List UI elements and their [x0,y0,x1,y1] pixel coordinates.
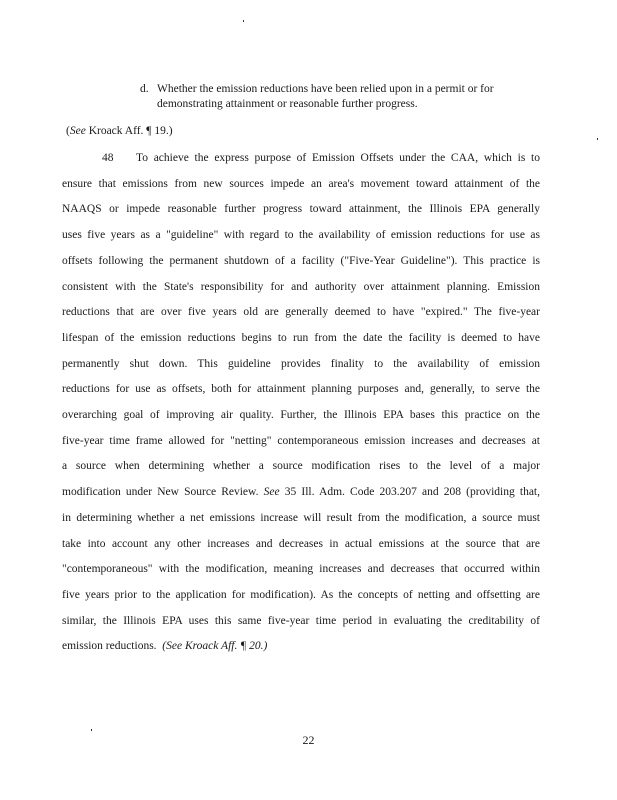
paragraph-line: a source when determining whether a source modification rises to the level of a major [62,460,540,473]
paragraph-line: consistent with the State's responsibility for and authority over attainment planning. Emission [62,280,540,293]
citation: (See Kroack Aff. ¶ 19.) [66,125,173,137]
paragraph-line: take into account any other increases and decreases in actual emissions at the source that are [62,537,540,550]
list-item-d [140,82,540,112]
paragraph-line: overarching goal of improving air quality. Further, the Illinois EPA bases this practice on the [62,409,540,422]
paragraph-line: offsets following the permanent shutdown of a facility ("Five-Year Guideline"). This practice is [62,254,540,267]
paragraph-line: reductions for use as offsets, both for attainment planning purposes and, generally, to serve the [62,383,540,396]
paragraph-line: five years prior to the application for modification). As the concepts of netting and offsetting are [62,588,540,601]
page-number: 22 [302,733,315,747]
paragraph-line: uses five years as a "guideline" with regard to the availability of emission reductions for use as [62,229,540,242]
paragraph-line: reductions that are over five years old are generally deemed to have "expired." The five-year [62,306,540,319]
paragraph-line: ensure that emissions from new sources impede an area's movement toward attainment of the [62,177,540,190]
paragraph-line: similar, the Illinois EPA uses this same five-year time period in evaluating the creditability of [62,614,540,627]
list-marker: d. [140,83,149,95]
list-item-text-line: demonstrating attainment or reasonable further progress. [157,98,418,110]
paragraph-line: NAAQS or impede reasonable further progress toward attainment, the Illinois EPA generally [62,203,540,216]
scan-speck [597,138,598,140]
scan-speck [91,729,92,731]
paragraph-line: "contemporaneous" with the modification, meaning increases and decreases that occurred within [62,563,540,576]
list-item-text-line: Whether the emission reductions have been relied upon in a permit or for [157,83,494,95]
paragraph-line: To achieve the express purpose of Emission Offsets under the CAA, which is to [136,152,540,164]
paragraph-line: in determining whether a net emissions increase will result from the modification, a source must [62,511,540,524]
scan-speck [243,20,244,22]
paragraph-line: five-year time frame allowed for "netting" contemporaneous emission increases and decreases at [62,434,540,447]
paragraph-line: emission reductions. (See Kroack Aff. ¶ 20.) [62,640,268,653]
paragraph-line: lifespan of the emission reductions begins to run from the date the facility is deemed to have [62,331,540,344]
paragraph-number: 48 [102,152,114,164]
citation-signal: See [69,125,86,137]
citation-signal: See [263,486,280,499]
numbered-paragraph [62,146,540,660]
paragraph-line: modification under New Source Review. See 35 Ill. Adm. Code 203.207 and 208 (providing that, [62,486,540,499]
paragraph-line: permanently shut down. This guideline provides finality to the availability of emission [62,357,540,370]
citation: (See Kroack Aff. ¶ 20.) [162,640,268,653]
